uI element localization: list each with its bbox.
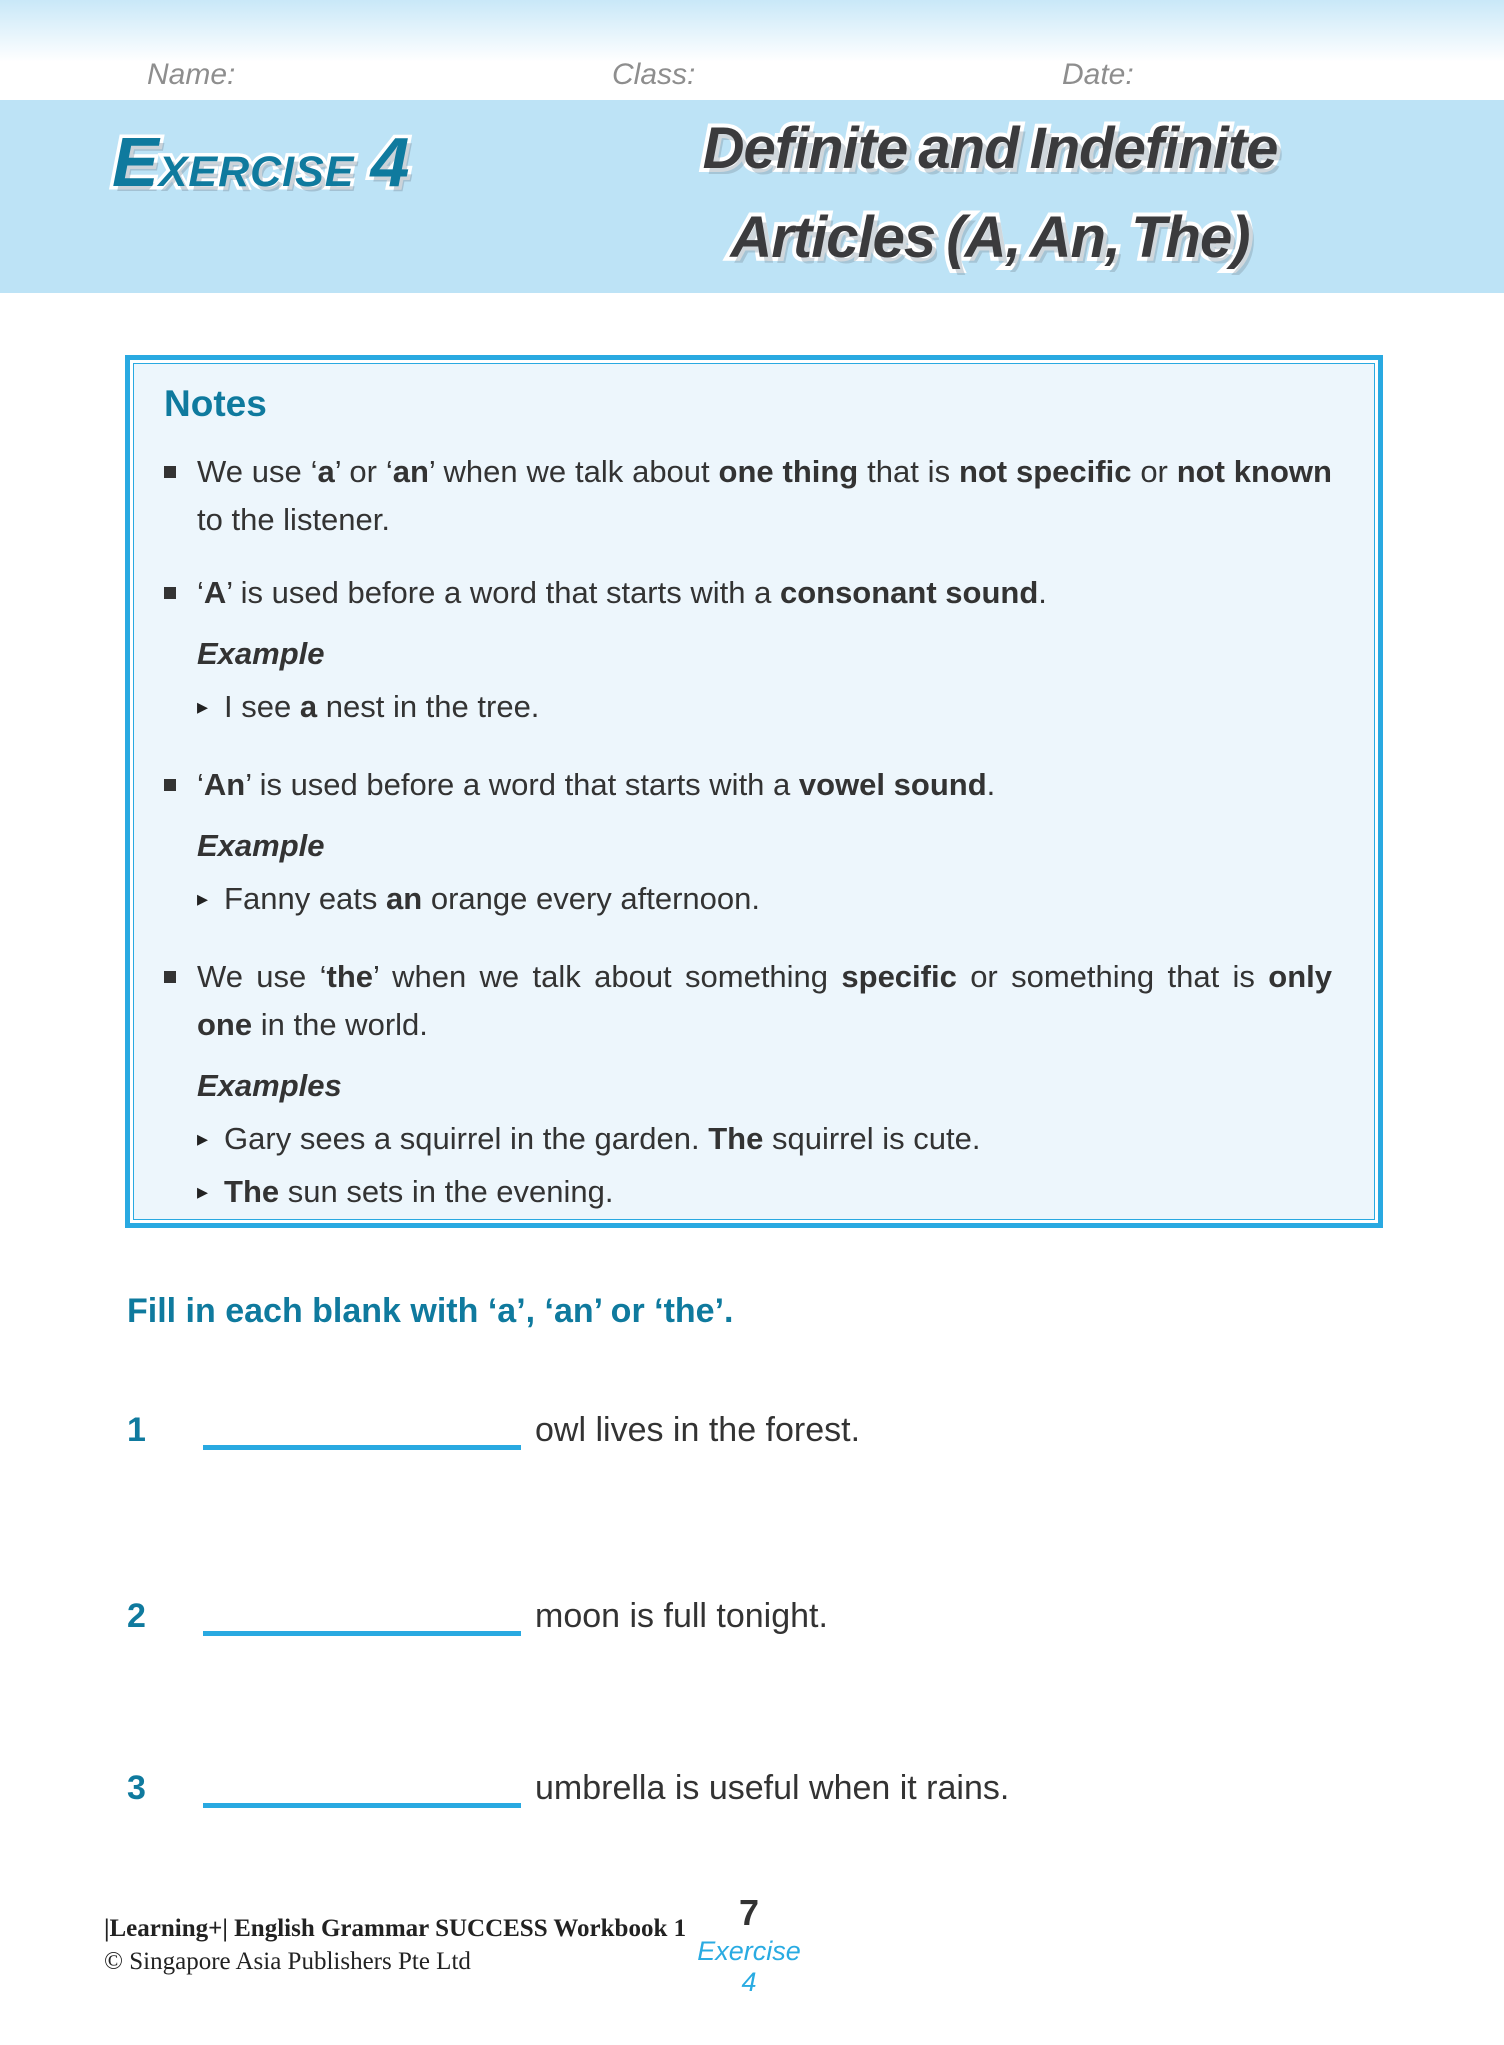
triangle-bullet-icon: ▸ bbox=[197, 1126, 209, 1151]
footer-copyright: © Singapore Asia Publishers Pte Ltd bbox=[104, 1948, 471, 1975]
square-bullet-icon bbox=[164, 779, 176, 791]
note-item-the-rule bbox=[164, 953, 1332, 1221]
question-number: 1 bbox=[127, 1411, 146, 1449]
example-text: Fanny eats an orange every afternoon. bbox=[224, 881, 760, 916]
answer-blank-3[interactable] bbox=[203, 1766, 521, 1808]
class-field-label: Class: bbox=[612, 58, 696, 91]
example-sentence bbox=[197, 1115, 1332, 1163]
question-row-1 bbox=[127, 1408, 860, 1450]
name-field-label: Name: bbox=[147, 58, 236, 91]
example-sentence bbox=[197, 875, 1332, 923]
date-field-label: Date: bbox=[1062, 58, 1134, 91]
note-text: We use ‘the’ when we talk about something specific or something that is only one in the world. bbox=[197, 959, 1332, 1042]
example-text: The sun sets in the evening. bbox=[224, 1174, 614, 1209]
exercise-instruction: Fill in each blank with ‘a’, ‘an’ or ‘the’. bbox=[127, 1292, 734, 1330]
note-item-a-an-usage bbox=[164, 448, 1332, 544]
note-item-an-rule bbox=[164, 761, 1332, 928]
exercise-badge-word: XERCISE bbox=[158, 148, 355, 196]
footer-workbook-credit: |Learning+| English Grammar SUCCESS Workbook 1 bbox=[104, 1915, 687, 1942]
lesson-title bbox=[540, 104, 1440, 282]
question-row-2 bbox=[127, 1594, 828, 1636]
exercise-title-band bbox=[0, 100, 1504, 293]
answer-blank-1[interactable] bbox=[203, 1408, 521, 1450]
footer-page-block bbox=[689, 1893, 809, 1998]
square-bullet-icon bbox=[164, 971, 176, 983]
footer-credits bbox=[104, 1912, 686, 1978]
example-sentence bbox=[197, 683, 1332, 731]
note-text: ‘An’ is used before a word that starts with a vowel sound. bbox=[197, 767, 996, 802]
lesson-title-line2: Articles (A, An, The) bbox=[730, 205, 1250, 270]
question-text: owl lives in the forest. bbox=[535, 1411, 861, 1449]
example-text: I see a nest in the tree. bbox=[224, 689, 540, 724]
exercise-badge-number: 4 bbox=[370, 123, 410, 201]
page-number: 7 bbox=[738, 1892, 760, 1933]
question-number: 3 bbox=[127, 1769, 146, 1807]
notes-box bbox=[125, 355, 1383, 1228]
example-label: Example bbox=[197, 636, 325, 671]
example-sentence bbox=[197, 1168, 1332, 1216]
note-item-a-rule bbox=[164, 569, 1332, 736]
square-bullet-icon bbox=[164, 587, 176, 599]
question-text: umbrella is useful when it rains. bbox=[535, 1769, 1010, 1807]
triangle-bullet-icon: ▸ bbox=[197, 886, 209, 911]
example-label: Example bbox=[197, 828, 325, 863]
lesson-title-line1: Definite and Indefinite bbox=[702, 116, 1278, 181]
triangle-bullet-icon: ▸ bbox=[197, 694, 209, 719]
question-text: moon is full tonight. bbox=[535, 1597, 828, 1635]
exercise-badge-initial: E bbox=[112, 123, 159, 201]
note-text: ‘A’ is used before a word that starts with a consonant sound. bbox=[197, 575, 1047, 610]
exercise-badge bbox=[112, 122, 409, 202]
example-text: Gary sees a squirrel in the garden. The squirrel is cute. bbox=[224, 1121, 981, 1156]
note-text: We use ‘a’ or ‘an’ when we talk about one thing that is not specific or not known to the listener. bbox=[197, 454, 1332, 537]
footer-exercise-ref: Exercise 4 bbox=[697, 1936, 801, 1997]
question-row-3 bbox=[127, 1766, 1009, 1808]
triangle-bullet-icon: ▸ bbox=[197, 1179, 209, 1204]
notes-heading: Notes bbox=[164, 383, 267, 424]
square-bullet-icon bbox=[164, 466, 176, 478]
example-label: Examples bbox=[197, 1068, 342, 1103]
question-number: 2 bbox=[127, 1597, 146, 1635]
answer-blank-2[interactable] bbox=[203, 1594, 521, 1636]
page-header-strip bbox=[0, 0, 1504, 100]
